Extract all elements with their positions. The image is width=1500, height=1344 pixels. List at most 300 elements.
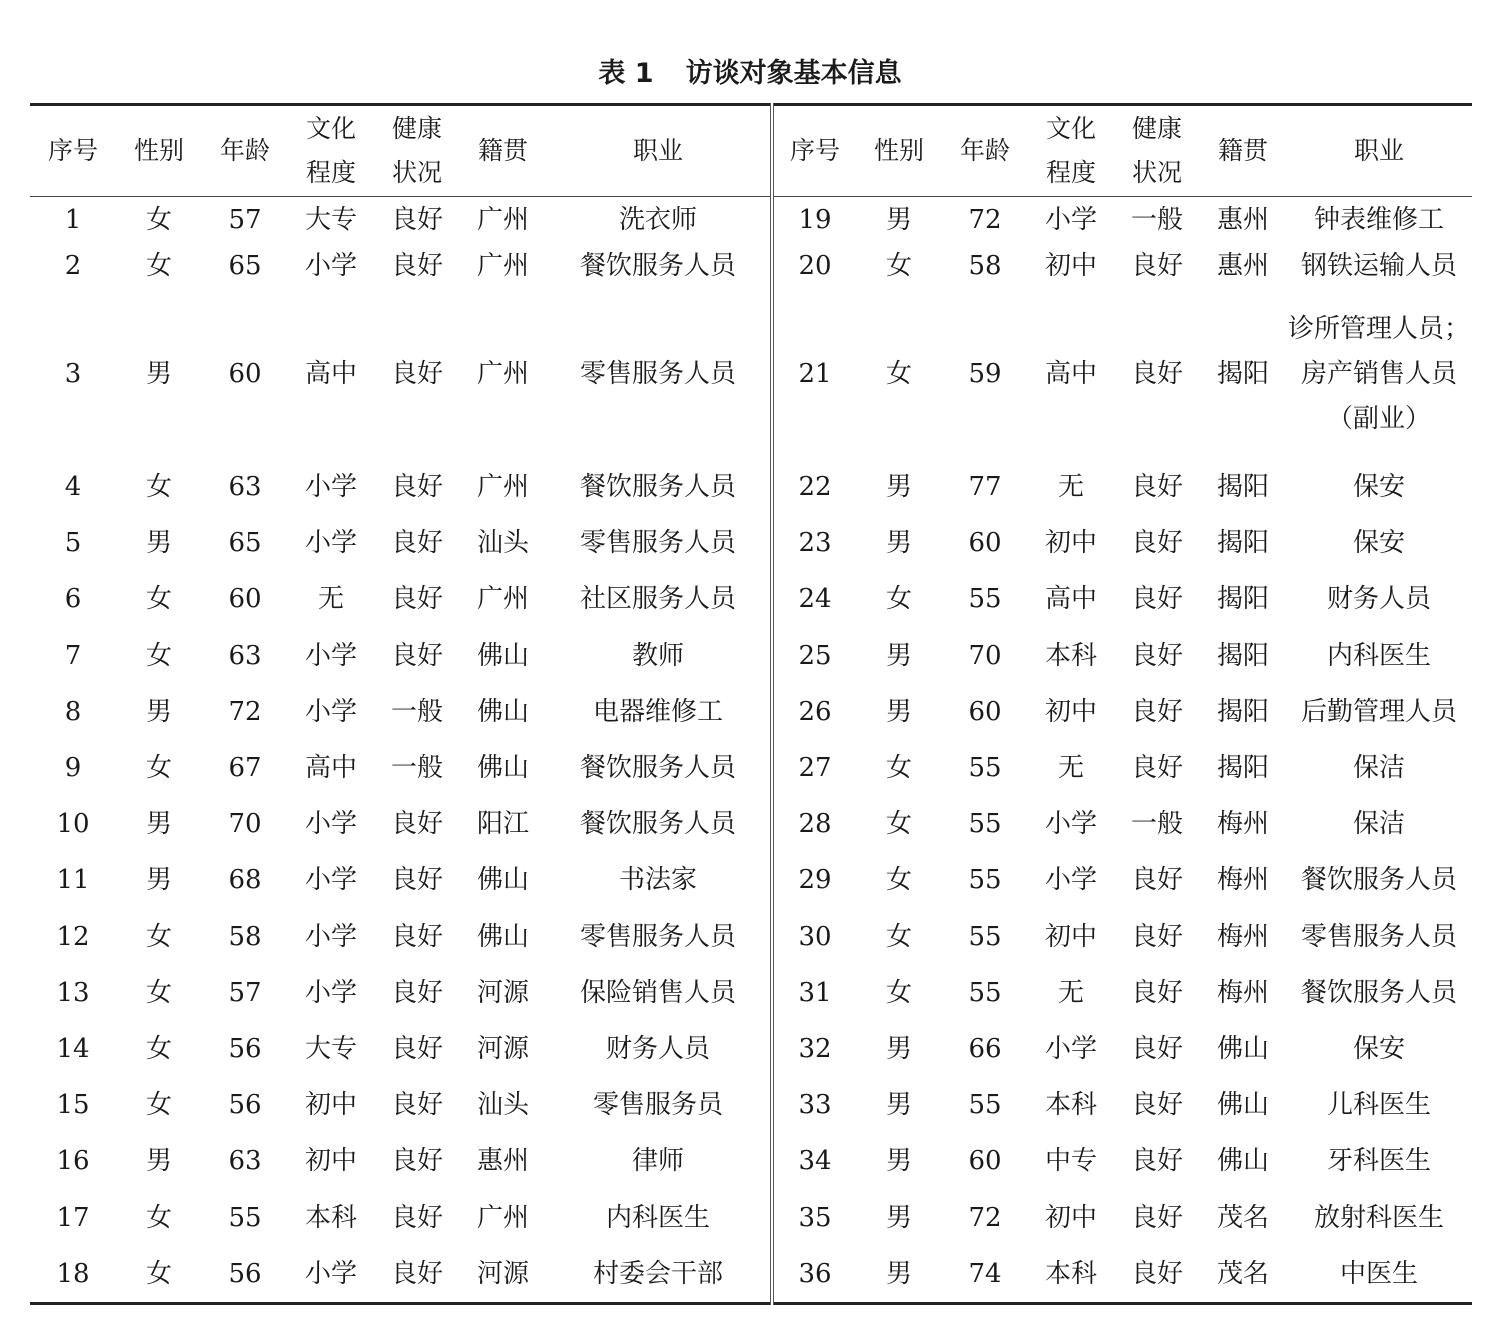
table-row (30, 740, 1472, 796)
occupation-line: 保安 (1352, 472, 1405, 503)
left-cell-health: 一般 (390, 753, 443, 784)
left-cell-occupation (546, 628, 772, 684)
right-cell-education: 初中 (1044, 696, 1097, 727)
header-age: 年龄 (202, 105, 288, 197)
left-cell-origin: 广州 (476, 1202, 529, 1233)
right-cell-education: 小学 (1044, 865, 1097, 896)
right-cell-origin: 惠州 (1216, 205, 1269, 235)
table-row (30, 197, 1472, 244)
occupation-line: 保洁 (1352, 753, 1405, 784)
table-row (30, 965, 1472, 1021)
left-cell-gender: 女 (145, 640, 172, 671)
header-gender-right: 性别 (856, 105, 942, 197)
left-cell-health: 良好 (390, 921, 443, 952)
left-cell-education: 小学 (304, 865, 357, 896)
right-cell-age: 60 (968, 528, 1002, 559)
occupation-line: 餐饮服务人员 (579, 753, 736, 784)
left-cell-origin: 汕头 (476, 528, 529, 559)
table-row (30, 852, 1472, 908)
left-cell-age: 65 (228, 528, 262, 559)
left-cell-education: 初中 (304, 1090, 357, 1121)
occupation-line: 餐饮服务人员 (579, 472, 736, 503)
right-cell-health: 良好 (1130, 753, 1183, 784)
right-cell-occupation (1286, 852, 1472, 908)
occupation-line: 书法家 (618, 865, 697, 896)
right-cell-occupation (1286, 1021, 1472, 1077)
left-cell-id: 10 (56, 809, 90, 840)
left-cell-age: 72 (228, 696, 262, 727)
left-cell-origin: 佛山 (476, 865, 529, 896)
left-cell-health: 良好 (390, 359, 443, 389)
right-cell-id: 34 (798, 1146, 832, 1177)
left-cell-age: 68 (228, 865, 262, 896)
left-cell-gender: 女 (145, 472, 172, 503)
left-cell-id: 5 (64, 528, 82, 559)
right-cell-health: 良好 (1130, 1090, 1183, 1121)
right-cell-origin: 佛山 (1216, 1033, 1269, 1064)
left-cell-id: 4 (64, 472, 82, 503)
left-cell-age: 60 (228, 584, 262, 615)
right-cell-origin: 揭阳 (1216, 528, 1269, 559)
right-cell-origin: 揭阳 (1216, 584, 1269, 615)
left-cell-gender: 女 (145, 977, 172, 1008)
left-cell-id: 6 (64, 584, 82, 615)
left-cell-origin: 广州 (476, 251, 529, 281)
left-cell-origin: 佛山 (476, 753, 529, 784)
header-id-right: 序号 (772, 105, 856, 197)
left-cell-gender: 女 (145, 753, 172, 784)
right-cell-id: 27 (798, 753, 832, 784)
left-cell-health: 良好 (390, 472, 443, 503)
left-cell-occupation (546, 1133, 772, 1189)
left-cell-gender: 男 (145, 359, 172, 389)
right-cell-gender: 男 (885, 1202, 912, 1233)
occupation-line: 保安 (1352, 1033, 1405, 1064)
left-cell-age: 57 (228, 977, 262, 1008)
left-cell-id: 12 (56, 921, 90, 952)
right-cell-education: 本科 (1044, 1090, 1097, 1121)
table-row (30, 1021, 1472, 1077)
header-health-right (1114, 105, 1200, 197)
right-cell-gender: 女 (885, 584, 912, 615)
right-cell-health: 良好 (1114, 1246, 1200, 1304)
right-cell-occupation (1286, 740, 1472, 796)
left-cell-origin: 河源 (476, 1033, 529, 1064)
left-cell-id: 14 (56, 1033, 90, 1064)
left-cell-age: 63 (228, 640, 262, 671)
left-cell-education: 大专 (304, 205, 357, 235)
right-cell-education: 初中 (1044, 528, 1097, 559)
left-cell-origin: 佛山 (476, 696, 529, 727)
right-cell-origin: 梅州 (1216, 977, 1269, 1008)
left-cell-age: 70 (228, 809, 262, 840)
occupation-line: 牙科医生 (1326, 1146, 1431, 1177)
right-cell-health: 良好 (1130, 251, 1183, 281)
left-cell-id: 9 (64, 753, 82, 784)
table-row (30, 796, 1472, 852)
right-cell-origin: 梅州 (1216, 809, 1269, 840)
right-cell-age: 55 (968, 1090, 1002, 1121)
right-cell-origin: 佛山 (1216, 1146, 1269, 1177)
left-cell-age: 63 (228, 472, 262, 503)
right-cell-gender: 男 (856, 1246, 942, 1304)
left-cell-education: 高中 (304, 359, 357, 389)
right-cell-occupation (1286, 1077, 1472, 1133)
left-cell-age: 63 (228, 1146, 262, 1177)
left-cell-education: 本科 (304, 1202, 357, 1233)
right-cell-gender: 女 (885, 921, 912, 952)
right-cell-education: 无 (1057, 977, 1084, 1008)
left-cell-gender: 女 (145, 1090, 172, 1121)
left-cell-education: 小学 (304, 640, 357, 671)
left-cell-education: 小学 (304, 472, 357, 503)
right-cell-occupation (1286, 965, 1472, 1021)
right-cell-origin: 茂名 (1200, 1246, 1286, 1304)
left-cell-gender: 男 (145, 1146, 172, 1177)
left-cell-occupation (546, 515, 772, 571)
occupation-line: 洗衣师 (618, 205, 697, 235)
occupation-line: 教师 (631, 640, 684, 671)
header-education (288, 105, 374, 197)
right-cell-age: 55 (968, 921, 1002, 952)
right-cell-origin: 揭阳 (1216, 640, 1269, 671)
occupation-line: 保洁 (1352, 809, 1405, 840)
left-cell-occupation (546, 965, 772, 1021)
left-cell-education: 小学 (304, 809, 357, 840)
left-cell-gender: 女 (145, 584, 172, 615)
left-cell-gender: 男 (145, 809, 172, 840)
table-row (30, 289, 1472, 459)
right-cell-gender: 女 (885, 865, 912, 896)
left-cell-health: 一般 (390, 696, 443, 727)
occupation-line: 零售服务员 (592, 1090, 723, 1121)
right-cell-education: 小学 (1044, 1033, 1097, 1064)
left-cell-health: 良好 (390, 809, 443, 840)
right-cell-age: 60 (968, 696, 1002, 727)
occupation-line: 餐饮服务人员 (1300, 865, 1457, 896)
right-cell-health: 良好 (1130, 359, 1183, 389)
occupation-line: 保安 (1352, 528, 1405, 559)
right-cell-health: 良好 (1130, 1202, 1183, 1233)
right-cell-id: 28 (798, 809, 832, 840)
left-cell-id: 18 (30, 1246, 116, 1304)
left-cell-education: 高中 (304, 753, 357, 784)
left-cell-id: 11 (56, 865, 90, 896)
left-cell-education: 小学 (288, 1246, 374, 1304)
left-cell-origin: 广州 (476, 359, 529, 389)
right-cell-age: 60 (968, 1146, 1002, 1177)
table-row (30, 1077, 1472, 1133)
right-cell-id: 21 (798, 359, 832, 389)
right-cell-origin: 惠州 (1216, 251, 1269, 281)
left-cell-gender: 女 (116, 1246, 202, 1304)
right-cell-age: 55 (968, 977, 1002, 1008)
right-cell-occupation (1286, 796, 1472, 852)
occupation-line: 放射科医生 (1313, 1202, 1444, 1233)
table-row (30, 628, 1472, 684)
right-cell-education: 初中 (1044, 1202, 1097, 1233)
table-number: 表 1 (598, 58, 654, 89)
right-cell-age: 72 (968, 1202, 1002, 1233)
left-cell-gender: 女 (145, 1202, 172, 1233)
right-cell-gender: 男 (885, 696, 912, 727)
header-occupation-right: 职业 (1286, 105, 1472, 197)
right-cell-education: 小学 (1044, 205, 1097, 235)
left-cell-health: 良好 (390, 584, 443, 615)
left-cell-occupation (546, 1021, 772, 1077)
left-cell-age: 56 (202, 1246, 288, 1304)
header-education-right-line1: 文化 (1045, 114, 1096, 143)
right-cell-gender: 男 (885, 1146, 912, 1177)
left-cell-origin: 汕头 (476, 1090, 529, 1121)
right-cell-id: 19 (798, 205, 832, 235)
left-cell-age: 56 (228, 1090, 262, 1121)
table-caption (0, 52, 1500, 96)
right-cell-gender: 女 (885, 359, 912, 389)
left-cell-origin: 广州 (476, 472, 529, 503)
left-cell-health: 良好 (390, 1090, 443, 1121)
right-cell-health: 良好 (1130, 584, 1183, 615)
left-cell-health: 良好 (390, 977, 443, 1008)
occupation-line: 内科医生 (1326, 640, 1431, 671)
left-cell-gender: 女 (145, 205, 172, 235)
left-cell-id: 2 (64, 251, 82, 281)
left-cell-occupation (546, 852, 772, 908)
left-cell-id: 15 (56, 1090, 90, 1121)
right-cell-origin: 茂名 (1216, 1202, 1269, 1233)
right-cell-gender: 女 (885, 251, 912, 281)
table-row (30, 571, 1472, 627)
left-cell-id: 8 (64, 696, 82, 727)
left-cell-origin: 佛山 (476, 640, 529, 671)
occupation-line: 餐饮服务人员 (1300, 977, 1457, 1008)
right-cell-id: 30 (798, 921, 832, 952)
left-cell-health: 良好 (374, 1246, 460, 1304)
left-cell-gender: 女 (145, 1033, 172, 1064)
left-cell-education: 小学 (304, 251, 357, 281)
left-cell-gender: 男 (145, 528, 172, 559)
left-cell-health: 良好 (390, 1146, 443, 1177)
table-row (30, 1246, 1472, 1304)
right-cell-occupation (1286, 243, 1472, 289)
right-cell-education: 初中 (1044, 251, 1097, 281)
right-cell-id: 26 (798, 696, 832, 727)
right-cell-id: 29 (798, 865, 832, 896)
right-cell-health: 良好 (1130, 696, 1183, 727)
right-cell-id: 22 (798, 472, 832, 503)
table-row (30, 1189, 1472, 1245)
left-cell-occupation (546, 243, 772, 289)
right-cell-age: 55 (968, 753, 1002, 784)
left-cell-occupation (546, 459, 772, 515)
left-cell-occupation (546, 197, 772, 244)
header-row (30, 105, 1472, 197)
left-cell-occupation (546, 909, 772, 965)
right-cell-gender: 男 (885, 205, 912, 235)
left-cell-age: 67 (228, 753, 262, 784)
header-education-line1: 文化 (305, 114, 356, 143)
left-cell-occupation (546, 684, 772, 740)
right-cell-occupation (1286, 515, 1472, 571)
right-cell-age: 55 (968, 584, 1002, 615)
left-cell-gender: 女 (145, 251, 172, 281)
left-cell-health: 良好 (390, 1033, 443, 1064)
right-cell-gender: 男 (885, 1090, 912, 1121)
left-cell-health: 良好 (390, 1202, 443, 1233)
left-cell-education: 小学 (304, 528, 357, 559)
occupation-line: 社区服务人员 (579, 584, 736, 615)
left-cell-origin: 惠州 (476, 1146, 529, 1177)
header-origin: 籍贯 (460, 105, 546, 197)
left-cell-origin: 佛山 (476, 921, 529, 952)
right-cell-origin: 揭阳 (1216, 359, 1269, 389)
header-education-right (1028, 105, 1114, 197)
occupation-line: 零售服务人员 (579, 528, 736, 559)
occupation-line: 餐饮服务人员 (579, 809, 736, 840)
right-cell-occupation (1286, 1189, 1472, 1245)
right-cell-origin: 揭阳 (1216, 753, 1269, 784)
right-cell-gender: 女 (885, 977, 912, 1008)
right-cell-occupation (1286, 684, 1472, 740)
header-health-line1: 健康 (391, 114, 442, 143)
right-cell-health: 良好 (1130, 1033, 1183, 1064)
occupation-line: 后勤管理人员 (1300, 696, 1457, 727)
right-cell-age: 59 (968, 359, 1002, 389)
left-cell-occupation (546, 1077, 772, 1133)
left-cell-education: 初中 (304, 1146, 357, 1177)
left-cell-age: 65 (228, 251, 262, 281)
right-cell-gender: 男 (885, 528, 912, 559)
left-cell-occupation (546, 796, 772, 852)
left-cell-id: 17 (56, 1202, 90, 1233)
occupation-line: 财务人员 (1326, 584, 1431, 615)
left-cell-origin: 广州 (476, 584, 529, 615)
right-cell-occupation (1286, 571, 1472, 627)
occupation-line: 律师 (631, 1146, 684, 1177)
left-cell-education: 小学 (304, 977, 357, 1008)
right-cell-id: 36 (772, 1246, 856, 1304)
right-cell-health: 一般 (1130, 205, 1183, 235)
right-cell-education: 无 (1057, 753, 1084, 784)
left-cell-gender: 男 (145, 865, 172, 896)
left-cell-education: 小学 (304, 696, 357, 727)
right-cell-occupation (1286, 459, 1472, 515)
left-cell-age: 58 (228, 921, 262, 952)
left-cell-health: 良好 (390, 865, 443, 896)
right-cell-education: 高中 (1044, 359, 1097, 389)
right-cell-gender: 男 (885, 1033, 912, 1064)
left-cell-occupation (546, 740, 772, 796)
right-cell-gender: 女 (885, 753, 912, 784)
left-cell-origin: 广州 (476, 205, 529, 235)
left-cell-gender: 女 (145, 921, 172, 952)
right-cell-id: 31 (798, 977, 832, 1008)
table-row (30, 909, 1472, 965)
right-cell-health: 良好 (1130, 865, 1183, 896)
left-cell-id: 3 (64, 359, 82, 389)
left-cell-health: 良好 (390, 640, 443, 671)
right-cell-age: 70 (968, 640, 1002, 671)
right-cell-health: 良好 (1130, 921, 1183, 952)
right-cell-health: 良好 (1130, 640, 1183, 671)
right-cell-education: 中专 (1044, 1146, 1097, 1177)
left-cell-id: 13 (56, 977, 90, 1008)
occupation-line: （副业） (1326, 403, 1431, 434)
table-row (30, 515, 1472, 571)
right-cell-education: 小学 (1044, 809, 1097, 840)
right-cell-occupation (1286, 909, 1472, 965)
right-cell-health: 一般 (1130, 809, 1183, 840)
right-cell-age: 55 (968, 809, 1002, 840)
left-cell-age: 57 (228, 205, 262, 235)
table-body (30, 197, 1472, 1304)
occupation-line: 村委会干部 (592, 1258, 723, 1289)
right-cell-origin: 揭阳 (1216, 472, 1269, 503)
header-education-line2: 程度 (305, 158, 356, 187)
right-cell-age: 72 (968, 205, 1002, 235)
right-cell-gender: 男 (885, 472, 912, 503)
right-cell-education: 本科 (1044, 640, 1097, 671)
table-row (30, 684, 1472, 740)
right-cell-occupation (1286, 289, 1472, 459)
right-cell-occupation (1286, 1133, 1472, 1189)
right-cell-occupation (1286, 197, 1472, 244)
occupation-line: 诊所管理人员； (1287, 313, 1470, 344)
header-id: 序号 (30, 105, 116, 197)
header-occupation: 职业 (546, 105, 772, 197)
right-cell-health: 良好 (1130, 977, 1183, 1008)
left-cell-education: 小学 (304, 921, 357, 952)
right-cell-education: 初中 (1044, 921, 1097, 952)
occupation-line: 零售服务人员 (579, 359, 736, 389)
right-cell-id: 24 (798, 584, 832, 615)
right-cell-origin: 梅州 (1216, 921, 1269, 952)
left-cell-gender: 男 (145, 696, 172, 727)
header-health-right-line2: 状况 (1131, 158, 1182, 187)
occupation-line: 财务人员 (605, 1033, 710, 1064)
occupation-line: 儿科医生 (1326, 1090, 1431, 1121)
left-cell-education: 大专 (304, 1033, 357, 1064)
header-origin-right: 籍贯 (1200, 105, 1286, 197)
table-row (30, 459, 1472, 515)
occupation-line: 钟表维修工 (1313, 205, 1444, 235)
occupation-line: 中医生 (1339, 1258, 1418, 1289)
left-cell-age: 55 (228, 1202, 262, 1233)
occupation-line: 电器维修工 (592, 696, 723, 727)
left-cell-id: 16 (56, 1146, 90, 1177)
left-cell-occupation (546, 571, 772, 627)
right-cell-education: 高中 (1044, 584, 1097, 615)
right-cell-education: 本科 (1028, 1246, 1114, 1304)
header-health-line2: 状况 (391, 158, 442, 187)
right-cell-id: 33 (798, 1090, 832, 1121)
left-cell-origin: 河源 (460, 1246, 546, 1304)
left-cell-occupation (546, 1246, 772, 1304)
header-gender: 性别 (116, 105, 202, 197)
right-cell-age: 66 (968, 1033, 1002, 1064)
left-cell-id: 7 (64, 640, 82, 671)
occupation-line: 内科医生 (605, 1202, 710, 1233)
header-health-right-line1: 健康 (1131, 114, 1182, 143)
table-title: 访谈对象基本信息 (685, 58, 902, 89)
right-cell-id: 32 (798, 1033, 832, 1064)
right-cell-age: 74 (942, 1246, 1028, 1304)
right-cell-id: 25 (798, 640, 832, 671)
left-cell-origin: 河源 (476, 977, 529, 1008)
right-cell-id: 20 (798, 251, 832, 281)
right-cell-gender: 男 (885, 640, 912, 671)
left-cell-age: 56 (228, 1033, 262, 1064)
